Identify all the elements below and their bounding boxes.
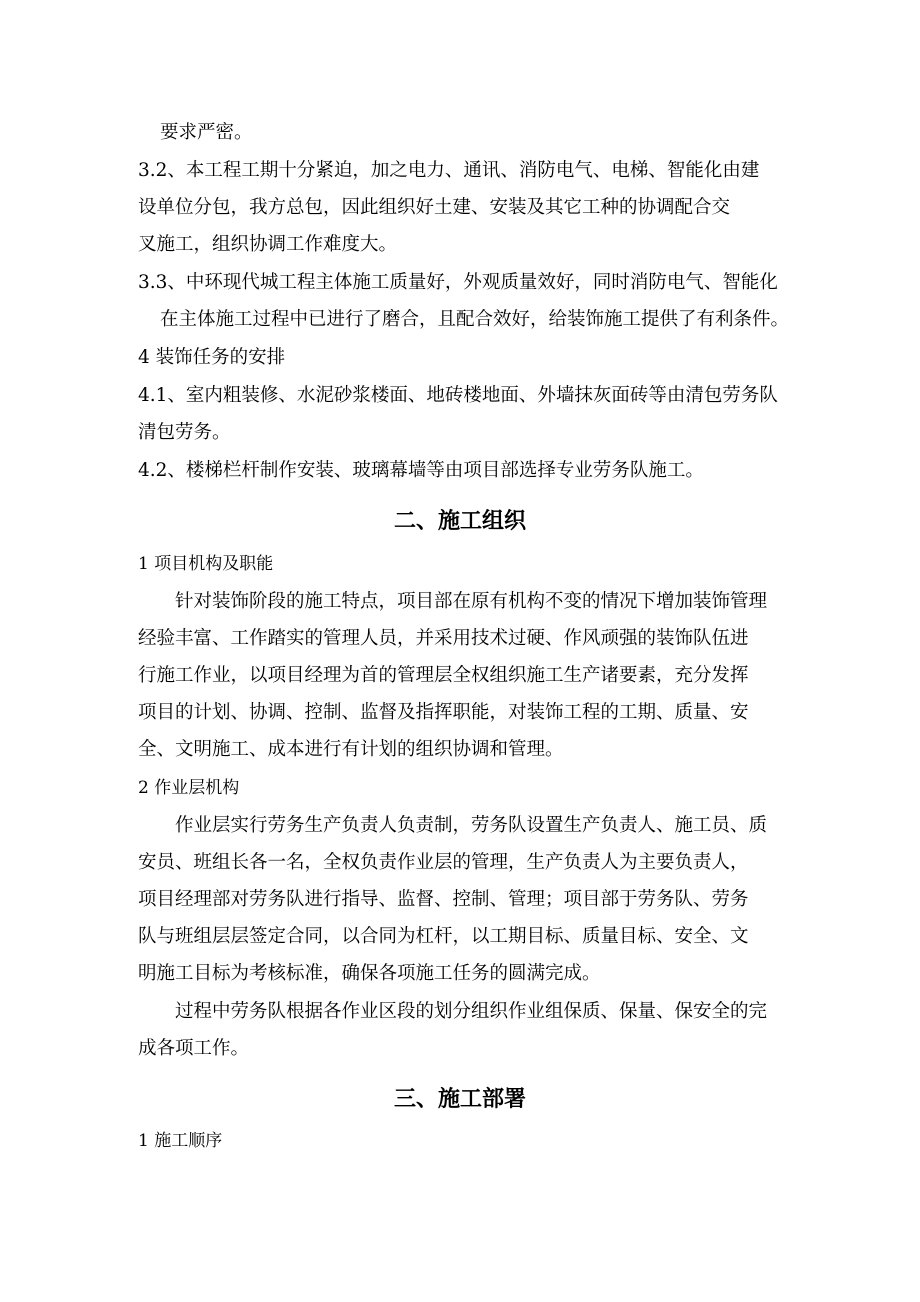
subsection-heading: 1 项目机构及职能 <box>138 554 274 574</box>
section-heading: 4 装饰任务的安排 <box>138 347 286 368</box>
paragraph-line: 项目的计划、协调、控制、监督及指挥职能，对装饰工程的工期、质量、安 <box>138 702 749 723</box>
paragraph-line: 经验丰富、工作踏实的管理人员，并采用技术过硬、作风顽强的装饰队伍进 <box>138 628 749 649</box>
paragraph-line: 行施工作业，以项目经理为首的管理层全权组织施工生产诸要素，充分发挥 <box>138 665 749 686</box>
paragraph-line: 过程中劳务队根据各作业区段的划分组织作业组保质、保量、保安全的完 <box>175 1001 768 1022</box>
subsection-heading: 2 作业层机构 <box>138 778 240 798</box>
paragraph-line: 4.2、楼梯栏杆制作安装、玻璃幕墙等由项目部选择专业劳务队施工。 <box>138 460 704 481</box>
paragraph-line: 针对装饰阶段的施工特点，项目部在原有机构不变的情况下增加装饰管理 <box>175 591 768 612</box>
paragraph-line: 4.1、室内粗装修、水泥砂浆楼面、地砖楼地面、外墙抹灰面砖等由清包劳务队 <box>138 385 778 406</box>
paragraph-line: 叉施工，组织协调工作难度大。 <box>138 234 398 255</box>
paragraph-line: 在主体施工过程中已进行了磨合，且配合效好，给装饰施工提供了有利条件。 <box>160 309 790 330</box>
subsection-heading: 1 施工顺序 <box>138 1131 223 1151</box>
paragraph-line: 3.2、本工程工期十分紧迫，加之电力、通讯、消防电气、电梯、智能化由建 <box>138 160 760 181</box>
paragraph-line: 队与班组层层签定合同，以合同为杠杆，以工期目标、质量目标、安全、文 <box>138 926 749 947</box>
chapter-title: 二、施工组织 <box>393 508 526 534</box>
paragraph-line: 清包劳务。 <box>138 422 231 443</box>
paragraph-line: 要求严密。 <box>160 122 253 143</box>
paragraph-line: 全、文明施工、成本进行有计划的组织协调和管理。 <box>138 739 564 760</box>
paragraph-line: 成各项工作。 <box>138 1038 250 1059</box>
paragraph-line: 明施工目标为考核标准，确保各项施工任务的圆满完成。 <box>138 963 601 984</box>
paragraph-line: 项目经理部对劳务队进行指导、监督、控制、管理；项目部于劳务队、劳务 <box>138 889 749 910</box>
paragraph-line: 作业层实行劳务生产负责人负责制，劳务队设置生产负责人、施工员、质 <box>175 815 768 836</box>
paragraph-line: 3.3、中环现代城工程主体施工质量好，外观质量效好，同时消防电气、智能化 <box>138 272 778 293</box>
chapter-title: 三、施工部署 <box>393 1086 526 1112</box>
paragraph-line: 设单位分包，我方总包，因此组织好土建、安装及其它工种的协调配合交 <box>138 197 731 218</box>
paragraph-line: 安员、班组长各一名，全权负责作业层的管理，生产负责人为主要负责人， <box>138 852 749 873</box>
